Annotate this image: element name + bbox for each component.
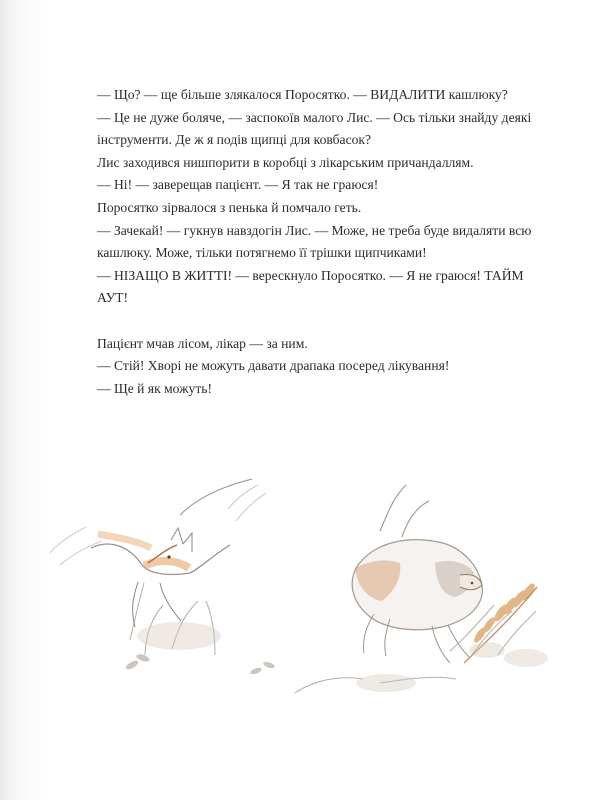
story-paragraph: — Ні! — заверещав пацієнт. — Я так не граюся! [97, 177, 379, 193]
story-paragraph: — Стій! Хворі не можуть давати драпака посеред лікування! [97, 358, 450, 374]
piglet-sketch [352, 485, 482, 663]
story-paragraph: Поросятко зірвалося з пенька й помчало геть. [97, 199, 362, 215]
ground-shading [137, 622, 548, 692]
story-paragraph: — Що? — ще більше злякалося Поросятко. — ВИДАЛИТИ кашлюку? [97, 87, 508, 102]
paragraph-gap [97, 310, 542, 333]
leaf-sketch [124, 653, 275, 676]
story-paragraph: Лис заходився нишпорити в коробці з лікарським причандаллям. [97, 154, 474, 170]
story-paragraph: — Зачекай! — гукнув навздогін Лис. — Може, не треба буде видаляти всю кашлюку. Може, тільки потягнемо її трішки щипчиками! [97, 222, 532, 261]
motion-lines [50, 485, 266, 565]
story-text [97, 84, 542, 400]
fox-sketch [91, 479, 252, 627]
story-paragraph: Пацієнт мчав лісом, лікар — за ним. [97, 335, 308, 351]
fox-chasing-piglet-sketch-icon [40, 465, 580, 715]
story-paragraph: — НІЗАЩО В ЖИТТІ! — верескнуло Поросятко. — Я не граюся! ТАЙМ АУТ! [97, 267, 524, 306]
story-paragraph: — Ще й як можуть! [97, 380, 212, 396]
story-paragraph: — Це не дуже боляче, — заспокоїв малого Лис. — Ось тільки знайду деякі інструменти. Де ж я подів щипці для ковбасок? [97, 109, 532, 148]
